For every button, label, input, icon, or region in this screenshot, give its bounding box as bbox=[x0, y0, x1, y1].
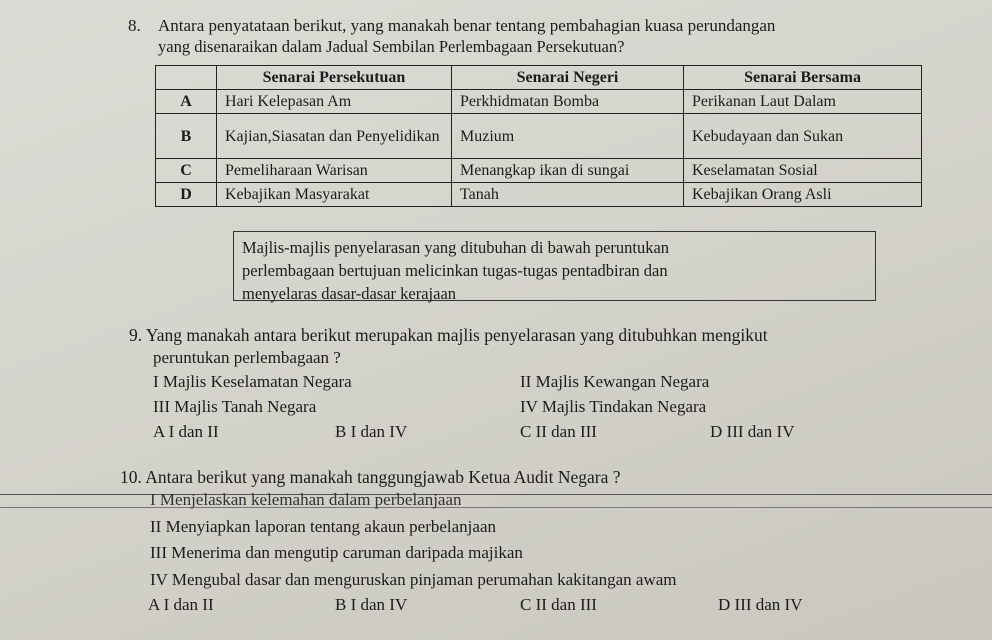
stimulus-line: Majlis-majlis penyelarasan yang ditubuhan di bawah peruntukan bbox=[242, 238, 670, 257]
q9-option-b[interactable]: B I dan IV bbox=[335, 422, 408, 441]
table-cell: Keselamatan Sosial bbox=[684, 159, 922, 183]
stimulus-line: menyelaras dasar-dasar kerajaan bbox=[242, 284, 457, 303]
q10-option-c[interactable]: C II dan III bbox=[520, 595, 597, 614]
row-label: D bbox=[156, 183, 217, 207]
table-cell: Pemeliharaan Warisan bbox=[217, 159, 452, 183]
table-row bbox=[156, 183, 922, 207]
table-row bbox=[156, 159, 922, 183]
q10-item: II Menyiapkan laporan tentang akaun perbelanjaan bbox=[150, 517, 496, 536]
table-cell: Muzium bbox=[452, 114, 684, 159]
table-cell: Kebajikan Masyarakat bbox=[217, 183, 452, 207]
q9-text-line1: 9. Yang manakah antara berikut merupakan majlis penyelarasan yang ditubuhkan mengikut bbox=[129, 325, 768, 345]
row-label: B bbox=[156, 114, 217, 159]
table-cell: Menangkap ikan di sungai bbox=[452, 159, 684, 183]
q10-option-b[interactable]: B I dan IV bbox=[335, 595, 408, 614]
q10-text-line1: 10. Antara berikut yang manakah tanggungjawab Ketua Audit Negara ? bbox=[120, 467, 621, 487]
table-cell: Kajian,Siasatan dan Penyelidikan bbox=[217, 114, 452, 159]
stimulus-line: perlembagaan bertujuan melicinkan tugas-tugas pentadbiran dan bbox=[242, 261, 668, 280]
table-header-negeri: Senarai Negeri bbox=[452, 66, 684, 90]
q9-item: II Majlis Kewangan Negara bbox=[520, 372, 710, 391]
fold-line bbox=[0, 507, 992, 508]
table-header-blank bbox=[156, 66, 217, 90]
q9-text-line2: peruntukan perlembagaan ? bbox=[153, 348, 341, 367]
q10-item: IV Mengubal dasar dan menguruskan pinjaman perumahan kakitangan awam bbox=[150, 570, 677, 589]
q10-item: III Menerima dan mengutip caruman daripada majikan bbox=[150, 543, 523, 562]
q10-item: I Menjelaskan kelemahan dalam perbelanjaan bbox=[150, 490, 462, 509]
table-header-bersama: Senarai Bersama bbox=[684, 66, 922, 90]
row-label: C bbox=[156, 159, 217, 183]
table-header-persekutuan: Senarai Persekutuan bbox=[217, 66, 452, 90]
table-row bbox=[156, 90, 922, 114]
table-cell: Hari Kelepasan Am bbox=[217, 90, 452, 114]
q8-text-line2: yang disenaraikan dalam Jadual Sembilan Perlembagaan Persekutuan? bbox=[158, 37, 625, 56]
q10-option-a[interactable]: A I dan II bbox=[148, 595, 214, 614]
table-cell: Kebudayaan dan Sukan bbox=[684, 114, 922, 159]
q8-number: 8. bbox=[128, 16, 141, 35]
q9-item: I Majlis Keselamatan Negara bbox=[153, 372, 352, 391]
table-cell: Perkhidmatan Bomba bbox=[452, 90, 684, 114]
q8-text-line1: Antara penyatataan berikut, yang manakah benar tentang pembahagian kuasa perundangan bbox=[158, 16, 776, 35]
stimulus-box bbox=[233, 231, 876, 301]
q9-option-a[interactable]: A I dan II bbox=[153, 422, 219, 441]
q9-item: III Majlis Tanah Negara bbox=[153, 397, 317, 416]
q8-table bbox=[155, 65, 922, 207]
q9-option-d[interactable]: D III dan IV bbox=[710, 422, 795, 441]
table-header-row bbox=[156, 66, 922, 90]
fold-line bbox=[0, 494, 992, 495]
q9-option-c[interactable]: C II dan III bbox=[520, 422, 597, 441]
row-label: A bbox=[156, 90, 217, 114]
table-row bbox=[156, 114, 922, 159]
table-cell: Perikanan Laut Dalam bbox=[684, 90, 922, 114]
table-cell: Kebajikan Orang Asli bbox=[684, 183, 922, 207]
q10-option-d[interactable]: D III dan IV bbox=[718, 595, 803, 614]
table-cell: Tanah bbox=[452, 183, 684, 207]
q9-item: IV Majlis Tindakan Negara bbox=[520, 397, 707, 416]
